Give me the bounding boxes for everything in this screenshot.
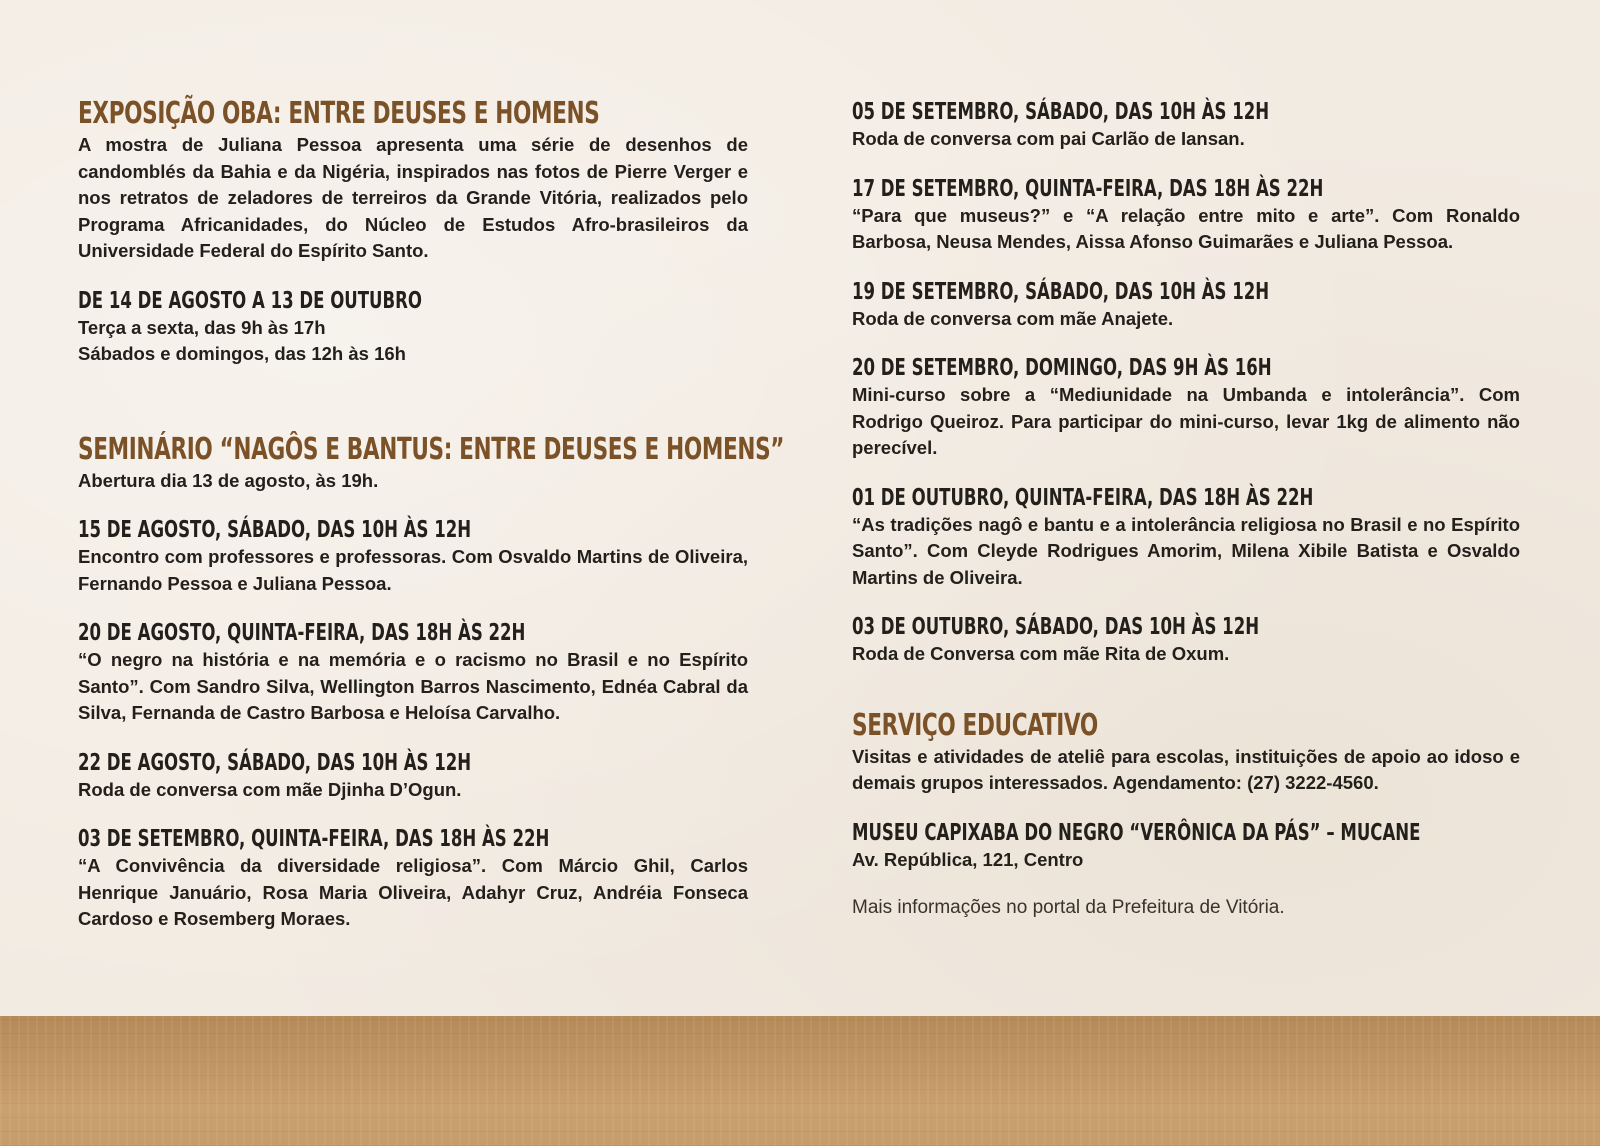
event-description: “O negro na história e na memória e o racismo no Brasil e no Espírito Santo”. Com Sandro Silva, Wellington Barros Nascimento, Ednéa Cabral da Silva, Fernanda de Castro Barbosa e Heloísa Carvalho. [78,649,748,723]
event-item [852,484,1520,592]
museum-address: Av. República, 121, Centro [852,848,1084,870]
right-column [852,98,1520,921]
educational-service-description: Visitas e atividades de ateliê para escolas, instituições de apoio ao idoso e demais grupos interessados. Agendamento: (27) 3222-4560. [852,745,1520,793]
educational-service-section [852,708,1520,797]
event-description: “Para que museus?” e “A relação entre mito e arte”. Com Ronaldo Barbosa, Neusa Mendes, Aissa Afonso Guimarães e Juliana Pessoa. [852,204,1520,252]
event-item [78,825,748,933]
event-item [852,175,1520,256]
event-description: Roda de conversa com mãe Anajete. [852,307,1174,329]
seminar-title: SEMINÁRIO “NAGÔS E BANTUS: ENTRE DEUSES E HOMENS” [78,431,785,467]
museum-name: MUSEU CAPIXABA DO NEGRO “VERÔNICA DA PÁS” – MUCANE [852,819,1421,846]
more-info-note: Mais informações no portal da Prefeitura de Vitória. [852,897,1285,918]
event-heading: 19 DE SETEMBRO, SÁBADO, DAS 10H ÀS 12H [852,278,1270,305]
exposition-hours-weekends: Sábados e domingos, das 12h às 16h [78,343,406,364]
exposition-title: EXPOSIÇÃO OBA: ENTRE DEUSES E HOMENS [78,96,600,131]
exposition-section [78,96,748,265]
exposition-description: A mostra de Juliana Pessoa apresenta uma série de desenhos de candomblés da Bahia e da Nigéria, inspirados nas fotos de Pierre Verger e nos retratos de zeladores de terreiros da Grande Vitória, realizados pelo Programa Africanidades, do Núcleo de Estudos Afro-brasileiros da Universidade Federal do Espírito Santo. [78,134,748,261]
museum-info [852,819,1520,874]
event-description: “A Convivência da diversidade religiosa”. Com Márcio Ghil, Carlos Henrique Januário, Rosa Maria Oliveira, Adahyr Cruz, Andréia Fonseca Cardoso e Rosemberg Moraes. [78,855,748,929]
seminar-opening: Abertura dia 13 de agosto, às 19h. [78,469,379,491]
exposition-hours-weekdays: Terça a sexta, das 9h às 17h [78,316,326,338]
event-item [852,278,1520,333]
event-description: Encontro com professores e professoras. Com Osvaldo Martins de Oliveira, Fernando Pessoa e Juliana Pessoa. [78,546,748,594]
event-heading: 03 DE SETEMBRO, QUINTA-FEIRA, DAS 18H ÀS 22H [78,826,550,852]
event-heading: 03 DE OUTUBRO, SÁBADO, DAS 10H ÀS 12H [852,614,1260,640]
event-item [852,354,1520,462]
event-description: Roda de conversa com pai Carlão de Iansan. [852,128,1245,149]
event-item [852,98,1520,153]
event-heading: 05 DE SETEMBRO, SÁBADO, DAS 10H ÀS 12H [852,99,1270,125]
event-item [78,516,748,597]
event-heading: 20 DE SETEMBRO, DOMINGO, DAS 9H ÀS 16H [852,355,1272,381]
event-heading: 22 DE AGOSTO, SÁBADO, DAS 10H ÀS 12H [78,749,472,776]
educational-service-title: SERVIÇO EDUCATIVO [852,707,1098,743]
seminar-section [78,431,785,495]
event-description: “As tradições nagô e bantu e a intolerância religiosa no Brasil e no Espírito Santo”. Com Cleyde Rodrigues Amorim, Milena Xibile Batista e Osvaldo Martins de Oliveira. [852,513,1520,588]
event-heading: 15 DE AGOSTO, SÁBADO, DAS 10H ÀS 12H [78,517,472,543]
wood-texture-band [0,1016,1600,1146]
exposition-dates-heading: DE 14 DE AGOSTO A 13 DE OUTUBRO [78,287,422,314]
event-heading: 01 DE OUTUBRO, QUINTA-FEIRA, DAS 18H ÀS 22H [852,484,1314,511]
event-item [78,619,748,727]
event-description: Roda de conversa com mãe Djinha D’Ogun. [78,778,462,800]
event-item [852,613,1520,668]
event-description: Roda de Conversa com mãe Rita de Oxum. [852,643,1230,664]
exposition-dates [78,287,748,368]
event-heading: 20 DE AGOSTO, QUINTA-FEIRA, DAS 18H ÀS 22H [78,620,526,646]
event-description: Mini-curso sobre a “Mediunidade na Umbanda e intolerância”. Com Rodrigo Queiroz. Para participar do mini-curso, levar 1kg de alimento não perecível. [852,384,1520,458]
left-column [78,96,785,955]
event-heading: 17 DE SETEMBRO, QUINTA-FEIRA, DAS 18H ÀS 22H [852,175,1324,202]
event-item [78,749,748,804]
